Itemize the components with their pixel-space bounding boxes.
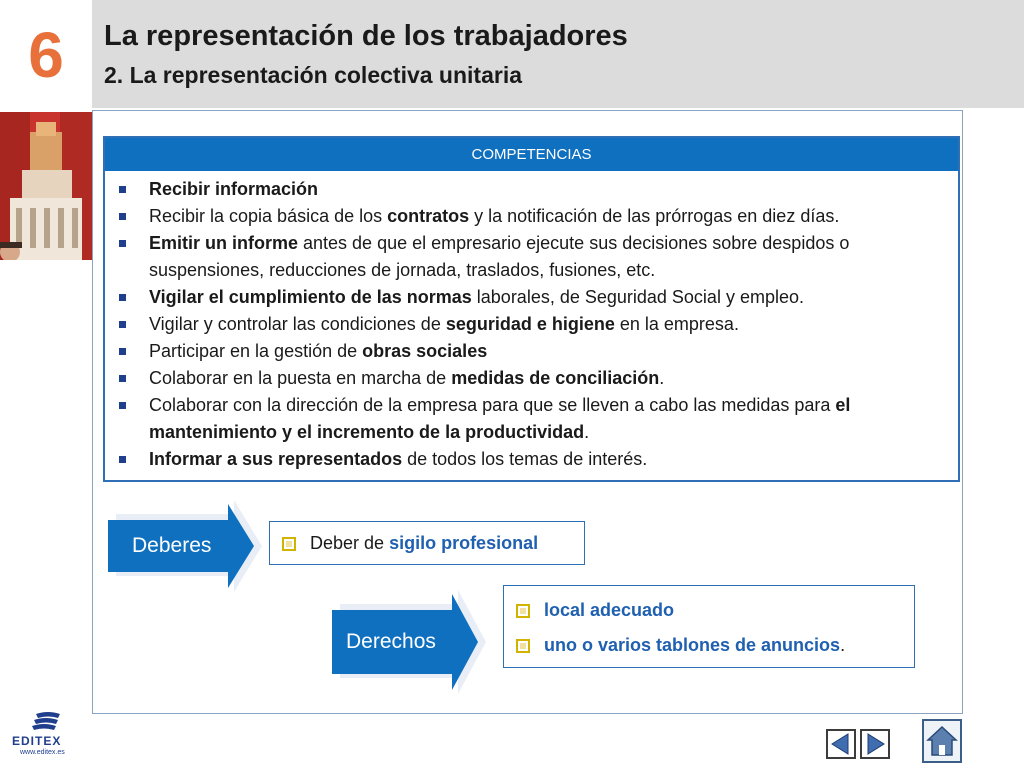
competencia-text: seguridad e higiene bbox=[445, 314, 615, 334]
competencia-text: en la empresa. bbox=[614, 314, 739, 334]
competencia-text: Vigilar el cumplimiento de las normas bbox=[149, 287, 472, 307]
triangle-left-icon bbox=[828, 731, 854, 757]
competencia-text: Emitir un informe bbox=[149, 233, 299, 253]
brand-url: www.editex.es bbox=[20, 749, 65, 756]
competencia-text: Recibir información bbox=[149, 179, 319, 199]
square-bullet-icon bbox=[119, 321, 126, 328]
next-button[interactable] bbox=[860, 729, 890, 759]
derechos-item-1-text: local adecuado bbox=[544, 600, 675, 620]
competencia-text: Colaborar con la dirección de la empresa para que se lleven a cabo las medidas para bbox=[149, 395, 836, 415]
brand-name: EDITEX bbox=[12, 734, 62, 748]
triangle-right-icon bbox=[862, 731, 888, 757]
checkbox-bullet-icon bbox=[282, 537, 296, 551]
square-bullet-icon bbox=[119, 348, 126, 355]
derechos-box bbox=[503, 585, 915, 668]
derechos-item-2 bbox=[516, 635, 845, 656]
deberes-arrow bbox=[104, 496, 264, 596]
competencia-text: el mantenimiento y el incremento de la productividad bbox=[149, 395, 851, 442]
square-bullet-icon bbox=[119, 240, 126, 247]
derechos-item-2-suffix: . bbox=[840, 635, 846, 655]
competencia-text: de todos los temas de interés. bbox=[402, 449, 648, 469]
checkbox-bullet-icon bbox=[516, 639, 530, 653]
competencia-item bbox=[117, 365, 948, 392]
competencia-text: laborales, de Seguridad Social y empleo. bbox=[471, 287, 804, 307]
square-bullet-icon bbox=[119, 294, 126, 301]
building-illustration bbox=[0, 112, 92, 260]
competencias-heading: COMPETENCIAS bbox=[105, 138, 958, 171]
competencia-text: y la notificación de las prórrogas en diez días. bbox=[469, 206, 840, 226]
competencias-list bbox=[117, 176, 948, 473]
competencia-text: Colaborar en la puesta en marcha de bbox=[149, 368, 452, 388]
competencia-text: contratos bbox=[387, 206, 470, 226]
competencia-text: Vigilar y controlar las condiciones de bbox=[149, 314, 446, 334]
chapter-box bbox=[0, 0, 92, 108]
page-subtitle: 2. La representación colectiva unitaria bbox=[104, 62, 522, 88]
derechos-arrow bbox=[328, 586, 488, 698]
derechos-item-1 bbox=[516, 600, 674, 621]
competencia-item bbox=[117, 203, 948, 230]
competencia-text: Informar a sus representados bbox=[149, 449, 403, 469]
competencia-text: medidas de conciliación bbox=[451, 368, 660, 388]
page-title: La representación de los trabajadores bbox=[104, 20, 628, 52]
previous-button[interactable] bbox=[826, 729, 856, 759]
deberes-item-highlight: sigilo profesional bbox=[389, 533, 539, 553]
competencia-item bbox=[117, 311, 948, 338]
competencia-text: Recibir la copia básica de los bbox=[149, 206, 388, 226]
deberes-box bbox=[269, 521, 585, 565]
derechos-item-2-text: uno o varios tablones de anuncios bbox=[544, 635, 841, 655]
competencia-text: Participar en la gestión de bbox=[149, 341, 363, 361]
checkbox-bullet-icon bbox=[516, 604, 530, 618]
competencia-item bbox=[117, 284, 948, 311]
home-button[interactable] bbox=[922, 719, 962, 763]
derechos-label: Derechos bbox=[346, 630, 436, 653]
square-bullet-icon bbox=[119, 186, 126, 193]
competencias-box bbox=[103, 136, 960, 482]
square-bullet-icon bbox=[119, 456, 126, 463]
header-band bbox=[92, 0, 1024, 108]
home-icon bbox=[924, 721, 960, 761]
square-bullet-icon bbox=[119, 375, 126, 382]
competencia-item bbox=[117, 392, 948, 446]
competencia-item bbox=[117, 230, 948, 284]
competencia-item bbox=[117, 446, 948, 473]
chapter-number: 6 bbox=[28, 19, 64, 91]
competencia-text: . bbox=[584, 422, 590, 442]
square-bullet-icon bbox=[119, 402, 126, 409]
deberes-item-prefix: Deber de bbox=[310, 533, 385, 553]
competencia-item bbox=[117, 176, 948, 203]
square-bullet-icon bbox=[119, 213, 126, 220]
deberes-item bbox=[282, 533, 538, 554]
competencia-text: antes de que el empresario ejecute sus decisiones sobre despidos o suspensiones, reducciones de jornada, traslados, fusiones, etc. bbox=[149, 233, 850, 280]
competencia-text: . bbox=[659, 368, 665, 388]
deberes-label: Deberes bbox=[132, 534, 212, 557]
competencia-text: obras sociales bbox=[362, 341, 488, 361]
competencia-item bbox=[117, 338, 948, 365]
